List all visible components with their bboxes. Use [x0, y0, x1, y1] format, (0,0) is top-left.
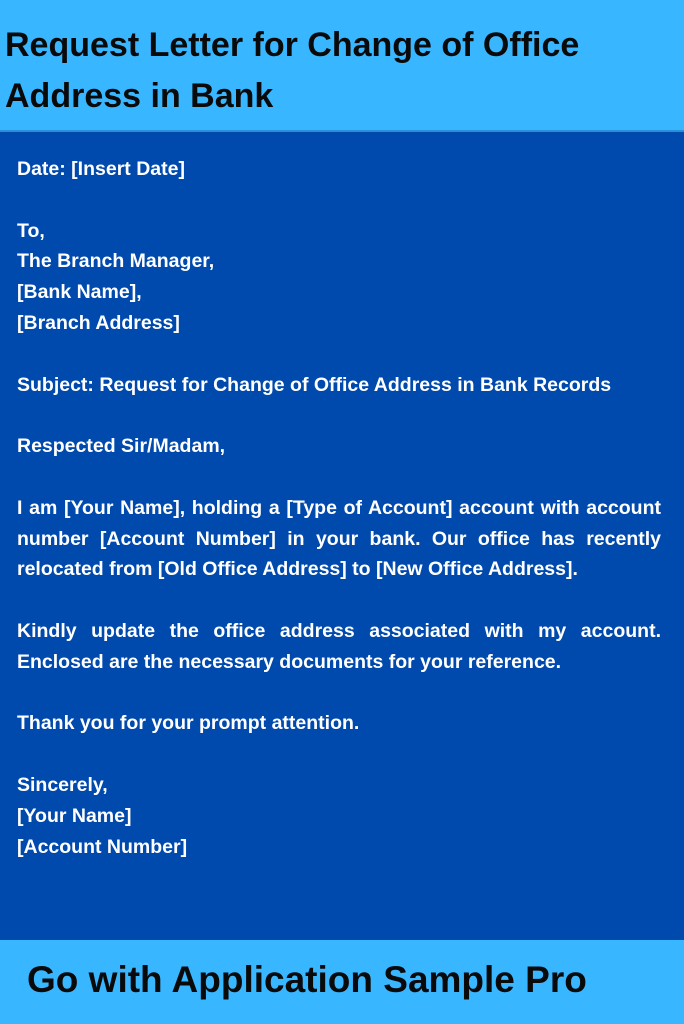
letter-paragraph-2: Kindly update the office address associated with my account. Enclosed are the necessary documents for your reference. [17, 619, 661, 673]
letter-thanks: Thank you for your prompt attention. [17, 712, 360, 735]
spacer [17, 739, 661, 770]
letter-branch-address: [Branch Address] [17, 311, 180, 334]
header-banner [0, 0, 684, 132]
letter-body [17, 154, 661, 862]
letter-recipient: The Branch Manager, [17, 250, 215, 273]
spacer [17, 400, 661, 431]
letter-signature-account: [Account Number] [17, 835, 188, 858]
letter-salutation: Respected Sir/Madam, [17, 435, 226, 458]
spacer [17, 462, 661, 493]
spacer [17, 339, 661, 370]
title-line-2: Address in Bank [5, 77, 274, 115]
letter-date: Date: [Insert Date] [17, 158, 185, 180]
letter-to: To, [17, 219, 45, 242]
spacer [17, 678, 661, 709]
spacer [17, 185, 661, 216]
spacer [17, 585, 661, 616]
page-title [5, 20, 665, 122]
letter-bank-name: [Bank Name], [17, 281, 142, 304]
letter-closing: Sincerely, [17, 773, 108, 796]
footer-brand-text: Go with Application Sample Pro [27, 959, 587, 1000]
letter-subject: Subject: Request for Change of Office Address in Bank Records [17, 373, 612, 396]
footer-banner [0, 940, 684, 1024]
letter-paragraph-1: I am [Your Name], holding a [Type of Account] account with account number [Account Number] in your bank. Our office has recently relocated from [Old Office Address] to [New Office Address]. [17, 496, 661, 581]
title-line-1: Request Letter for Change of Office [5, 26, 580, 64]
letter-signature-name: [Your Name] [17, 804, 132, 827]
